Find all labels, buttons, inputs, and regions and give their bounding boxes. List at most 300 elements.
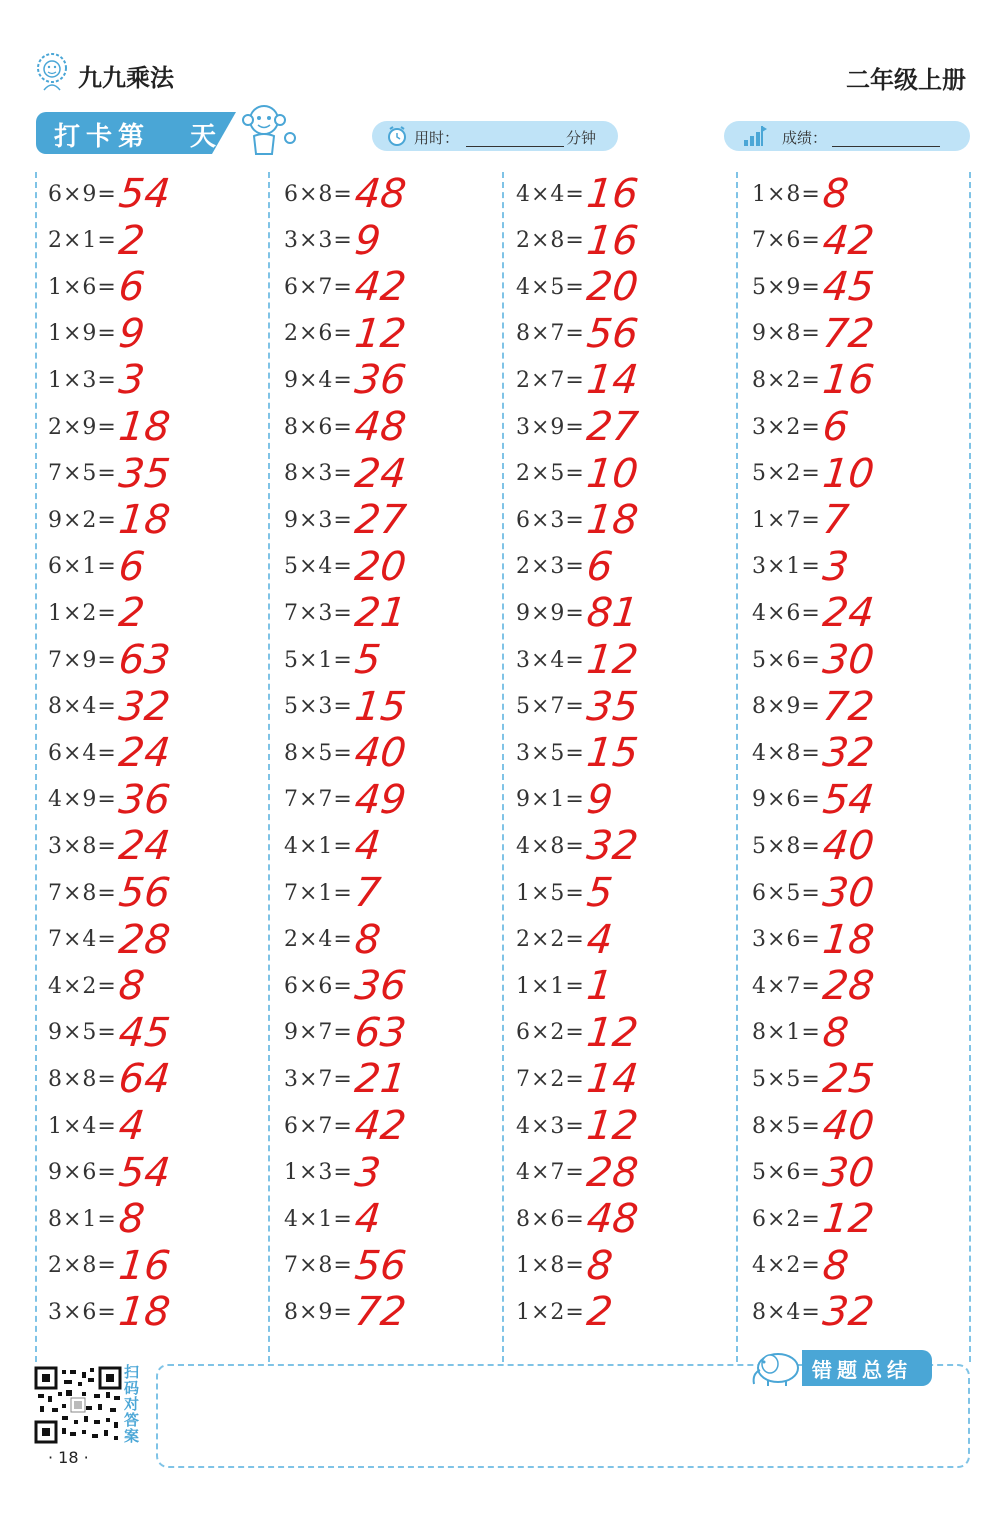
- fact-expression: 7×2=: [516, 1066, 585, 1092]
- fact-expression: 7×5=: [48, 461, 117, 487]
- fact-expression: 9×6=: [48, 1160, 117, 1186]
- mistakes-label: 错题总结: [812, 1358, 912, 1382]
- handwritten-answer[interactable]: 6: [116, 264, 147, 311]
- handwritten-answer[interactable]: 24: [820, 590, 877, 637]
- fact-row: [752, 1103, 877, 1149]
- handwritten-answer[interactable]: 72: [820, 310, 877, 357]
- handwritten-answer[interactable]: 5: [352, 637, 383, 683]
- handwritten-answer[interactable]: 63: [352, 1009, 409, 1056]
- handwritten-answer[interactable]: 4: [584, 916, 615, 963]
- fact-expression: 1×2=: [48, 600, 117, 626]
- handwritten-answer[interactable]: 45: [820, 264, 877, 311]
- fact-expression: 8×3=: [284, 461, 353, 487]
- fact-row: [48, 916, 173, 963]
- handwritten-answer[interactable]: 8: [820, 1009, 851, 1056]
- fact-expression: 6×7=: [284, 1113, 353, 1139]
- bar-chart-icon: [742, 124, 768, 148]
- handwritten-answer[interactable]: 15: [352, 683, 409, 730]
- handwritten-answer[interactable]: 36: [116, 776, 173, 823]
- fact-row: [752, 870, 877, 916]
- grade-label: 二年级上册: [846, 66, 966, 94]
- time-unit-label: 分钟: [566, 129, 597, 147]
- handwritten-answer[interactable]: 3: [116, 357, 147, 404]
- fact-row: [516, 963, 615, 1010]
- handwritten-answer[interactable]: 18: [116, 404, 173, 450]
- fact-row: [284, 1009, 409, 1056]
- fact-row: [48, 870, 173, 916]
- handwritten-answer[interactable]: 28: [116, 916, 173, 963]
- fact-expression: 5×6=: [752, 647, 821, 673]
- fact-row: [284, 1196, 383, 1243]
- fact-row: [752, 637, 877, 683]
- handwritten-answer[interactable]: 3: [352, 1149, 383, 1196]
- fact-row: [284, 404, 409, 450]
- fact-row: [516, 1149, 641, 1196]
- fact-expression: 8×2=: [752, 367, 821, 393]
- fact-row: [48, 357, 147, 404]
- fact-expression: 9×6=: [752, 787, 821, 813]
- fact-row: [752, 450, 877, 497]
- fact-expression: 8×8=: [48, 1066, 117, 1092]
- handwritten-answer[interactable]: 35: [116, 450, 173, 497]
- handwritten-answer[interactable]: 42: [820, 217, 877, 264]
- fact-row: [516, 171, 641, 217]
- handwritten-answer[interactable]: 18: [584, 497, 641, 544]
- time-label: 用时：: [414, 129, 460, 147]
- fact-expression: 6×2=: [516, 1020, 585, 1046]
- fact-row: [48, 1149, 173, 1196]
- handwritten-answer[interactable]: 24: [116, 730, 173, 777]
- handwritten-answer[interactable]: 18: [820, 916, 877, 963]
- fact-expression: 7×8=: [284, 1253, 353, 1279]
- handwritten-answer[interactable]: 30: [820, 1149, 877, 1196]
- fact-row: [516, 637, 641, 683]
- fact-row: [284, 1242, 409, 1289]
- handwritten-answer[interactable]: 40: [820, 823, 877, 870]
- fact-expression: 5×3=: [284, 694, 353, 720]
- handwritten-answer[interactable]: 56: [116, 870, 173, 916]
- fact-expression: 5×8=: [752, 833, 821, 859]
- handwritten-answer[interactable]: 12: [584, 637, 641, 683]
- fact-expression: 6×4=: [48, 740, 117, 766]
- fact-expression: 8×6=: [284, 414, 353, 440]
- handwritten-answer[interactable]: 40: [352, 730, 409, 777]
- handwritten-answer[interactable]: 5: [584, 870, 615, 916]
- handwritten-answer[interactable]: 8: [820, 1242, 851, 1289]
- fact-expression: 8×1=: [752, 1020, 821, 1046]
- fact-expression: 8×7=: [516, 321, 585, 347]
- fact-row: [752, 776, 877, 823]
- fact-expression: 6×3=: [516, 507, 585, 533]
- handwritten-answer[interactable]: 12: [584, 1009, 641, 1056]
- fact-expression: 9×2=: [48, 507, 117, 533]
- fact-row: [284, 264, 409, 311]
- fact-expression: 3×6=: [48, 1299, 117, 1325]
- fact-row: [284, 730, 409, 777]
- fact-expression: 8×9=: [284, 1299, 353, 1325]
- fact-row: [48, 1242, 173, 1289]
- fact-expression: 3×7=: [284, 1066, 353, 1092]
- column-divider: [35, 172, 37, 1362]
- fact-row: [284, 217, 383, 264]
- fact-row: [752, 1289, 877, 1336]
- handwritten-answer[interactable]: 4: [352, 1196, 383, 1243]
- handwritten-answer[interactable]: 28: [820, 963, 877, 1010]
- handwritten-answer[interactable]: 48: [584, 1196, 641, 1243]
- fact-row: [284, 776, 409, 823]
- handwritten-answer[interactable]: 10: [820, 450, 877, 497]
- handwritten-answer[interactable]: 32: [820, 1289, 877, 1336]
- fact-row: [48, 683, 173, 730]
- fact-expression: 6×1=: [48, 554, 117, 580]
- fact-expression: 1×6=: [48, 274, 117, 300]
- fact-row: [284, 683, 409, 730]
- fact-expression: 6×8=: [284, 181, 353, 207]
- fact-expression: 4×9=: [48, 787, 117, 813]
- fact-expression: 3×3=: [284, 228, 353, 254]
- fact-expression: 2×8=: [516, 228, 585, 254]
- fact-row: [48, 310, 147, 357]
- monkey-mascot-icon: [236, 100, 300, 160]
- handwritten-answer[interactable]: 18: [116, 497, 173, 544]
- fact-row: [516, 404, 641, 450]
- fact-expression: 9×3=: [284, 507, 353, 533]
- handwritten-answer[interactable]: 81: [584, 590, 641, 637]
- handwritten-answer[interactable]: 14: [584, 357, 641, 404]
- handwritten-answer[interactable]: 10: [584, 450, 641, 497]
- fact-row: [284, 357, 409, 404]
- handwritten-answer[interactable]: 64: [116, 1056, 173, 1103]
- handwritten-answer[interactable]: 21: [352, 590, 409, 637]
- fact-expression: 5×4=: [284, 554, 353, 580]
- fact-expression: 8×5=: [284, 740, 353, 766]
- handwritten-answer[interactable]: 6: [820, 404, 851, 450]
- fact-expression: 1×2=: [516, 1299, 585, 1325]
- handwritten-answer[interactable]: 42: [352, 264, 409, 311]
- fact-row: [752, 171, 851, 217]
- fact-expression: 9×4=: [284, 367, 353, 393]
- handwritten-answer[interactable]: 30: [820, 637, 877, 683]
- handwritten-answer[interactable]: 27: [352, 497, 409, 544]
- fact-row: [516, 683, 641, 730]
- handwritten-answer[interactable]: 27: [584, 404, 641, 450]
- fact-expression: 7×1=: [284, 880, 353, 906]
- score-label: 成绩：: [782, 129, 828, 147]
- fact-expression: 9×8=: [752, 321, 821, 347]
- fact-row: [48, 823, 173, 870]
- handwritten-answer[interactable]: 63: [116, 637, 173, 683]
- fact-row: [516, 543, 615, 590]
- fact-expression: 7×4=: [48, 927, 117, 953]
- fact-expression: 1×1=: [516, 973, 585, 999]
- fact-row: [752, 730, 877, 777]
- fact-row: [48, 1103, 147, 1149]
- fact-row: [516, 217, 641, 264]
- handwritten-answer[interactable]: 6: [116, 543, 147, 590]
- handwritten-answer[interactable]: 1: [584, 963, 615, 1010]
- fact-expression: 3×1=: [752, 554, 821, 580]
- fact-row: [752, 1196, 877, 1243]
- fact-expression: 9×5=: [48, 1020, 117, 1046]
- fact-row: [516, 916, 615, 963]
- fact-expression: 3×6=: [752, 927, 821, 953]
- handwritten-answer[interactable]: 16: [116, 1242, 173, 1289]
- fact-row: [48, 1289, 173, 1336]
- fact-row: [48, 590, 147, 637]
- fact-expression: 9×1=: [516, 787, 585, 813]
- handwritten-answer[interactable]: 8: [352, 916, 383, 963]
- handwritten-answer[interactable]: 30: [820, 870, 877, 916]
- fact-expression: 2×5=: [516, 461, 585, 487]
- fact-row: [48, 1009, 173, 1056]
- fact-expression: 2×1=: [48, 228, 117, 254]
- fact-row: [284, 1149, 383, 1196]
- handwritten-answer[interactable]: 20: [352, 543, 409, 590]
- fact-expression: 8×4=: [48, 694, 117, 720]
- fact-row: [48, 1056, 173, 1103]
- fact-expression: 1×7=: [752, 507, 821, 533]
- fact-row: [284, 870, 383, 916]
- handwritten-answer[interactable]: 8: [116, 963, 147, 1010]
- fact-row: [516, 823, 641, 870]
- fact-row: [752, 310, 877, 357]
- fact-row: [516, 1196, 641, 1243]
- book-title: 九九乘法: [78, 64, 174, 92]
- handwritten-answer[interactable]: 12: [352, 310, 409, 357]
- fact-expression: 8×4=: [752, 1299, 821, 1325]
- fact-row: [48, 497, 173, 544]
- fact-expression: 4×6=: [752, 600, 821, 626]
- fact-row: [48, 543, 147, 590]
- fact-row: [48, 776, 173, 823]
- handwritten-answer[interactable]: 35: [584, 683, 641, 730]
- fact-expression: 3×9=: [516, 414, 585, 440]
- fact-row: [48, 217, 147, 264]
- fact-expression: 4×7=: [752, 973, 821, 999]
- handwritten-answer[interactable]: 20: [584, 264, 641, 311]
- fact-row: [284, 823, 383, 870]
- fact-row: [284, 171, 409, 217]
- page-number: · 18 ·: [48, 1448, 89, 1467]
- fact-expression: 3×8=: [48, 833, 117, 859]
- handwritten-answer[interactable]: 49: [352, 776, 409, 823]
- fact-row: [516, 730, 641, 777]
- fact-expression: 9×7=: [284, 1020, 353, 1046]
- fact-row: [284, 1103, 409, 1149]
- fact-row: [752, 1242, 851, 1289]
- fact-row: [48, 404, 173, 450]
- fact-expression: 2×6=: [284, 321, 353, 347]
- fact-expression: 5×2=: [752, 461, 821, 487]
- fact-expression: 4×1=: [284, 1206, 353, 1232]
- fact-row: [48, 450, 173, 497]
- fact-row: [752, 1009, 851, 1056]
- handwritten-answer[interactable]: 7: [820, 497, 851, 544]
- fact-row: [284, 450, 409, 497]
- handwritten-answer[interactable]: 2: [584, 1289, 615, 1336]
- fact-row: [516, 450, 641, 497]
- fact-expression: 1×9=: [48, 321, 117, 347]
- fact-expression: 1×5=: [516, 880, 585, 906]
- fact-row: [48, 963, 147, 1010]
- clock-icon: [386, 125, 408, 147]
- fact-expression: 8×6=: [516, 1206, 585, 1232]
- fact-row: [752, 497, 851, 544]
- fact-row: [752, 1056, 877, 1103]
- handwritten-answer[interactable]: 54: [820, 776, 877, 823]
- fact-row: [284, 1056, 409, 1103]
- handwritten-answer[interactable]: 3: [820, 543, 851, 590]
- fact-expression: 2×7=: [516, 367, 585, 393]
- column-divider: [736, 172, 738, 1362]
- fact-row: [48, 637, 173, 683]
- handwritten-answer[interactable]: 12: [820, 1196, 877, 1243]
- handwritten-answer[interactable]: 72: [352, 1289, 409, 1336]
- fact-row: [516, 1289, 615, 1336]
- handwritten-answer[interactable]: 8: [584, 1242, 615, 1289]
- handwritten-answer[interactable]: 12: [584, 1103, 641, 1149]
- handwritten-answer[interactable]: 40: [820, 1103, 877, 1149]
- elephant-mascot-icon: [746, 1344, 806, 1388]
- fact-expression: 6×2=: [752, 1206, 821, 1232]
- fact-row: [48, 264, 147, 311]
- fact-row: [284, 590, 409, 637]
- fact-expression: 4×7=: [516, 1160, 585, 1186]
- fact-expression: 2×9=: [48, 414, 117, 440]
- fact-row: [48, 171, 173, 217]
- handwritten-answer[interactable]: 36: [352, 963, 409, 1010]
- handwritten-answer[interactable]: 48: [352, 171, 409, 217]
- handwritten-answer[interactable]: 24: [116, 823, 173, 870]
- fact-expression: 6×5=: [752, 880, 821, 906]
- handwritten-answer[interactable]: 2: [116, 590, 147, 637]
- score-input-line[interactable]: [832, 146, 940, 147]
- fact-row: [516, 870, 615, 916]
- fact-expression: 2×2=: [516, 927, 585, 953]
- handwritten-answer[interactable]: 18: [116, 1289, 173, 1336]
- column-divider: [268, 172, 270, 1362]
- handwritten-answer[interactable]: 45: [116, 1009, 173, 1056]
- fact-row: [516, 357, 641, 404]
- handwritten-answer[interactable]: 24: [352, 450, 409, 497]
- handwritten-answer[interactable]: 36: [352, 357, 409, 404]
- fact-row: [516, 1009, 641, 1056]
- fact-expression: 7×3=: [284, 600, 353, 626]
- handwritten-answer[interactable]: 15: [584, 730, 641, 777]
- fact-expression: 1×8=: [752, 181, 821, 207]
- fact-row: [284, 963, 409, 1010]
- fact-expression: 6×9=: [48, 181, 117, 207]
- fact-expression: 4×2=: [752, 1253, 821, 1279]
- fact-row: [284, 1289, 409, 1336]
- handwritten-answer[interactable]: 28: [584, 1149, 641, 1196]
- handwritten-answer[interactable]: 6: [584, 543, 615, 590]
- handwritten-answer[interactable]: 48: [352, 404, 409, 450]
- fact-row: [284, 637, 383, 683]
- fact-row: [516, 590, 641, 637]
- fact-expression: 4×4=: [516, 181, 585, 207]
- handwritten-answer[interactable]: 42: [352, 1103, 409, 1149]
- fact-row: [752, 590, 877, 637]
- handwritten-answer[interactable]: 7: [352, 870, 383, 916]
- fact-expression: 4×5=: [516, 274, 585, 300]
- fact-row: [284, 916, 383, 963]
- handwritten-answer[interactable]: 56: [352, 1242, 409, 1289]
- handwritten-answer[interactable]: 32: [116, 683, 173, 730]
- lion-mascot-icon: [34, 50, 70, 92]
- fact-expression: 7×8=: [48, 880, 117, 906]
- handwritten-answer[interactable]: 4: [352, 823, 383, 870]
- fact-row: [516, 310, 641, 357]
- scan-for-answers-text: 扫码对答案: [124, 1363, 140, 1445]
- fact-expression: 4×1=: [284, 833, 353, 859]
- handwritten-answer[interactable]: 9: [116, 310, 147, 357]
- fact-row: [752, 683, 877, 730]
- fact-row: [284, 497, 409, 544]
- handwritten-answer[interactable]: 54: [116, 1149, 173, 1196]
- fact-row: [752, 357, 877, 404]
- handwritten-answer[interactable]: 8: [116, 1196, 147, 1243]
- fact-row: [48, 730, 173, 777]
- handwritten-answer[interactable]: 32: [820, 730, 877, 777]
- handwritten-answer[interactable]: 8: [820, 171, 851, 217]
- handwritten-answer[interactable]: 32: [584, 823, 641, 870]
- handwritten-answer[interactable]: 16: [584, 171, 641, 217]
- fact-expression: 1×3=: [48, 367, 117, 393]
- fact-row: [516, 1056, 641, 1103]
- time-input-line[interactable]: [466, 146, 564, 147]
- fact-expression: 7×7=: [284, 787, 353, 813]
- handwritten-answer[interactable]: 16: [584, 217, 641, 264]
- fact-row: [752, 404, 851, 450]
- fact-row: [752, 963, 877, 1010]
- handwritten-answer[interactable]: 4: [116, 1103, 147, 1149]
- handwritten-answer[interactable]: 14: [584, 1056, 641, 1103]
- handwritten-answer[interactable]: 25: [820, 1056, 877, 1103]
- fact-expression: 5×5=: [752, 1066, 821, 1092]
- fact-expression: 5×1=: [284, 647, 353, 673]
- fact-row: [284, 310, 409, 357]
- column-divider: [502, 172, 504, 1362]
- fact-expression: 4×2=: [48, 973, 117, 999]
- qr-code-icon[interactable]: [34, 1366, 122, 1444]
- fact-row: [752, 543, 851, 590]
- fact-expression: 3×5=: [516, 740, 585, 766]
- fact-expression: 8×9=: [752, 694, 821, 720]
- handwritten-answer[interactable]: 72: [820, 683, 877, 730]
- handwritten-answer[interactable]: 54: [116, 171, 173, 217]
- handwritten-answer[interactable]: 21: [352, 1056, 409, 1103]
- handwritten-answer[interactable]: 56: [584, 310, 641, 357]
- handwritten-answer[interactable]: 2: [116, 217, 147, 264]
- fact-row: [516, 1103, 641, 1149]
- checkin-day-suffix: 天: [190, 122, 217, 152]
- column-divider: [969, 172, 971, 1362]
- fact-expression: 6×6=: [284, 973, 353, 999]
- fact-expression: 2×4=: [284, 927, 353, 953]
- handwritten-answer[interactable]: 16: [820, 357, 877, 404]
- fact-row: [752, 1149, 877, 1196]
- fact-expression: 2×3=: [516, 554, 585, 580]
- handwritten-answer[interactable]: 9: [584, 776, 615, 823]
- handwritten-answer[interactable]: 9: [352, 217, 383, 264]
- fact-row: [284, 543, 409, 590]
- fact-expression: 6×7=: [284, 274, 353, 300]
- checkin-label: 打卡第: [54, 122, 151, 152]
- fact-expression: 3×2=: [752, 414, 821, 440]
- fact-row: [752, 916, 877, 963]
- fact-expression: 2×8=: [48, 1253, 117, 1279]
